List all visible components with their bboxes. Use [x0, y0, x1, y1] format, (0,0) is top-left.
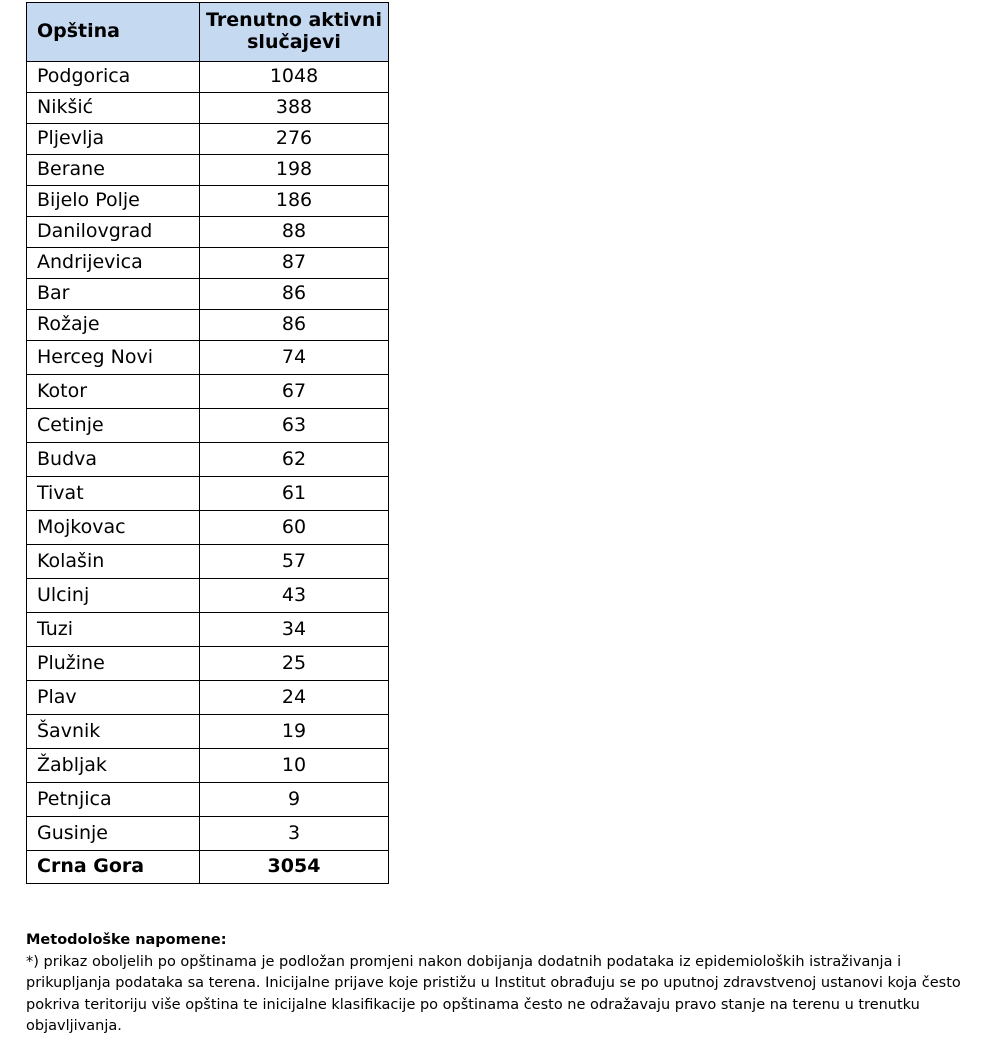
- active-cases-value: 67: [200, 375, 389, 409]
- table-row: [27, 443, 389, 477]
- active-cases-value: 74: [200, 341, 389, 375]
- table-row: [27, 613, 389, 647]
- active-cases-value: 86: [200, 310, 389, 341]
- table-row: [27, 62, 389, 93]
- municipality-name: Tuzi: [27, 613, 200, 647]
- active-cases-value: 198: [200, 155, 389, 186]
- table-row: [27, 817, 389, 851]
- total-row: [27, 851, 389, 884]
- active-cases-value: 88: [200, 217, 389, 248]
- municipality-name: Gusinje: [27, 817, 200, 851]
- municipality-name: Andrijevica: [27, 248, 200, 279]
- table-row: [27, 511, 389, 545]
- active-cases-value: 388: [200, 93, 389, 124]
- total-value: 3054: [200, 851, 389, 884]
- notes-text: *) prikaz oboljelih po opštinama je podložan promjeni nakon dobijanja dodatnih podataka iz epidemioloških istraživanja i prikupljanja podataka sa terena. Inicijalne prijave koje pristižu u Institut obrađuju se po uputnoj zdravstvenoj ustanovi koja često pokriva teritoriju više opština te inicijalne klasifikacije po opštinama često ne odražavaju pravo stanje na terenu u trenutku objavljivanja.: [26, 953, 961, 1034]
- table-row: [27, 279, 389, 310]
- municipality-name: Nikšić: [27, 93, 200, 124]
- active-cases-value: 62: [200, 443, 389, 477]
- active-cases-value: 3: [200, 817, 389, 851]
- header-active-cases: Trenutno aktivni slučajevi: [200, 3, 389, 62]
- municipality-name: Berane: [27, 155, 200, 186]
- header-municipality: Opština: [27, 3, 200, 62]
- municipality-name: Ulcinj: [27, 579, 200, 613]
- active-cases-value: 87: [200, 248, 389, 279]
- active-cases-value: 61: [200, 477, 389, 511]
- total-name: Crna Gora: [27, 851, 200, 884]
- table-row: [27, 310, 389, 341]
- table-row: [27, 93, 389, 124]
- municipality-name: Petnjica: [27, 783, 200, 817]
- municipality-name: Rožaje: [27, 310, 200, 341]
- municipality-name: Šavnik: [27, 715, 200, 749]
- municipality-name: Plav: [27, 681, 200, 715]
- municipality-name: Kolašin: [27, 545, 200, 579]
- table-row: [27, 579, 389, 613]
- active-cases-value: 276: [200, 124, 389, 155]
- table-row: [27, 647, 389, 681]
- active-cases-value: 9: [200, 783, 389, 817]
- table-row: [27, 783, 389, 817]
- municipality-name: Tivat: [27, 477, 200, 511]
- active-cases-value: 25: [200, 647, 389, 681]
- municipality-name: Mojkovac: [27, 511, 200, 545]
- municipality-name: Pljevlja: [27, 124, 200, 155]
- table-row: [27, 477, 389, 511]
- municipality-name: Herceg Novi: [27, 341, 200, 375]
- municipality-name: Podgorica: [27, 62, 200, 93]
- municipality-name: Budva: [27, 443, 200, 477]
- municipality-name: Žabljak: [27, 749, 200, 783]
- table-row: [27, 217, 389, 248]
- municipality-name: Danilovgrad: [27, 217, 200, 248]
- active-cases-value: 60: [200, 511, 389, 545]
- active-cases-value: 63: [200, 409, 389, 443]
- table-row: [27, 715, 389, 749]
- table-row: [27, 409, 389, 443]
- municipality-name: Bijelo Polje: [27, 186, 200, 217]
- table-row: [27, 545, 389, 579]
- active-cases-value: 86: [200, 279, 389, 310]
- municipality-name: Cetinje: [27, 409, 200, 443]
- table-row: [27, 186, 389, 217]
- active-cases-value: 34: [200, 613, 389, 647]
- table-row: [27, 341, 389, 375]
- active-cases-value: 186: [200, 186, 389, 217]
- active-cases-value: 24: [200, 681, 389, 715]
- active-cases-value: 43: [200, 579, 389, 613]
- active-cases-value: 10: [200, 749, 389, 783]
- table-row: [27, 749, 389, 783]
- table-body: [27, 62, 389, 851]
- methodology-notes: [26, 930, 976, 1038]
- active-cases-value: 19: [200, 715, 389, 749]
- notes-title: Metodološke napomene:: [26, 932, 227, 948]
- municipality-name: Plužine: [27, 647, 200, 681]
- table-row: [27, 248, 389, 279]
- table-row: [27, 124, 389, 155]
- table-row: [27, 155, 389, 186]
- active-cases-value: 57: [200, 545, 389, 579]
- active-cases-value: 1048: [200, 62, 389, 93]
- table-row: [27, 375, 389, 409]
- table-row: [27, 681, 389, 715]
- active-cases-table: [26, 2, 389, 884]
- municipality-name: Kotor: [27, 375, 200, 409]
- municipality-name: Bar: [27, 279, 200, 310]
- table-header-row: [27, 3, 389, 62]
